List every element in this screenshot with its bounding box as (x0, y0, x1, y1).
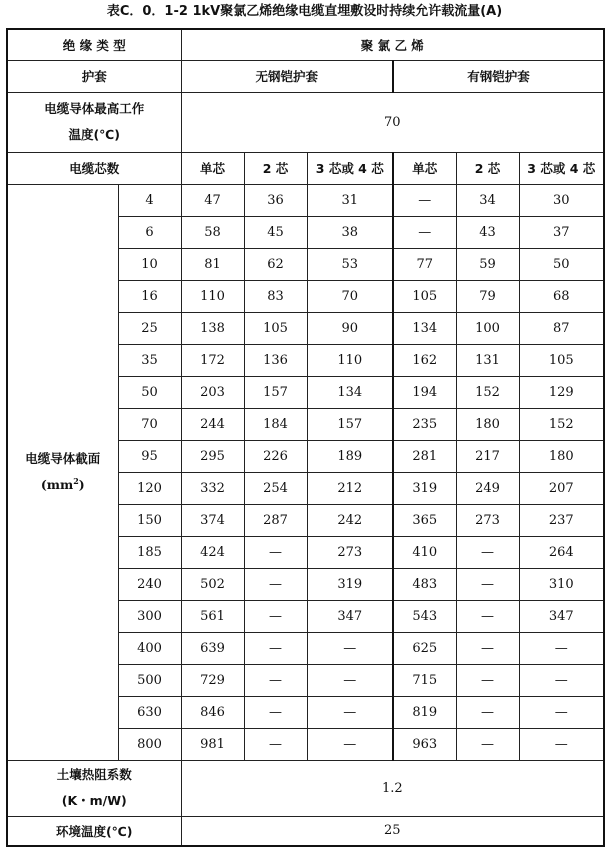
ampacity-cell: 180 (456, 408, 519, 440)
table-row (7, 184, 604, 216)
ampacity-cell: 502 (181, 568, 244, 600)
ampacity-cell: 226 (244, 440, 307, 472)
ampacity-cell: 172 (181, 344, 244, 376)
ampacity-cell: 30 (519, 184, 604, 216)
ampacity-cell: 424 (181, 536, 244, 568)
cross-section-size: 240 (118, 568, 181, 600)
ampacity-cell: — (244, 696, 307, 728)
ampacity-cell: — (456, 696, 519, 728)
ampacity-cell: 249 (456, 472, 519, 504)
ampacity-cell: — (456, 600, 519, 632)
ampacity-cell: 79 (456, 280, 519, 312)
ampacity-cell: 87 (519, 312, 604, 344)
cross-section-size: 6 (118, 216, 181, 248)
cross-section-size: 4 (118, 184, 181, 216)
cross-section-size: 16 (118, 280, 181, 312)
ampacity-cell: — (519, 664, 604, 696)
ampacity-cell: 77 (393, 248, 456, 280)
ampacity-cell: 59 (456, 248, 519, 280)
sheath-unarmored: 无钢铠护套 (181, 60, 393, 92)
ampacity-cell: 58 (181, 216, 244, 248)
ampacity-cell: 131 (456, 344, 519, 376)
cores-header: 3 芯或 4 芯 (519, 152, 604, 184)
ampacity-cell: 105 (519, 344, 604, 376)
unit-suffix: ) (78, 477, 85, 492)
ampacity-cell: 819 (393, 696, 456, 728)
ampacity-cell: 134 (307, 376, 393, 408)
ampacity-cell: 36 (244, 184, 307, 216)
ampacity-cell: 105 (244, 312, 307, 344)
cross-section-size: 120 (118, 472, 181, 504)
ampacity-cell: 319 (307, 568, 393, 600)
ampacity-cell: 47 (181, 184, 244, 216)
ampacity-cell: 90 (307, 312, 393, 344)
ampacity-cell: 70 (307, 280, 393, 312)
ampacity-cell: 194 (393, 376, 456, 408)
ampacity-cell: 981 (181, 728, 244, 760)
ampacity-cell: 264 (519, 536, 604, 568)
cores-header: 单芯 (393, 152, 456, 184)
ampacity-cell: — (456, 536, 519, 568)
max-temp-value: 70 (181, 92, 604, 152)
ampacity-cell: 138 (181, 312, 244, 344)
ampacity-table (6, 28, 605, 847)
ampacity-cell: 639 (181, 632, 244, 664)
ampacity-cell: 37 (519, 216, 604, 248)
ampacity-cell: 310 (519, 568, 604, 600)
max-temp-label-line1: 电缆导体最高工作 (44, 101, 145, 116)
ampacity-cell: — (244, 664, 307, 696)
ampacity-cell: 374 (181, 504, 244, 536)
ampacity-cell: — (307, 696, 393, 728)
ampacity-cell: 162 (393, 344, 456, 376)
ampacity-cell: 184 (244, 408, 307, 440)
ampacity-cell: — (456, 568, 519, 600)
ampacity-cell: 561 (181, 600, 244, 632)
cores-header: 3 芯或 4 芯 (307, 152, 393, 184)
cross-section-size: 25 (118, 312, 181, 344)
max-temp-label-line2: 温度(℃) (68, 127, 121, 142)
ampacity-cell: — (307, 728, 393, 760)
cross-section-label-line1: 电缆导体截面 (25, 451, 101, 466)
cross-section-size: 400 (118, 632, 181, 664)
ampacity-cell: 105 (393, 280, 456, 312)
cross-section-size: 50 (118, 376, 181, 408)
ampacity-cell: 100 (456, 312, 519, 344)
cross-section-size: 800 (118, 728, 181, 760)
ampacity-cell: — (244, 632, 307, 664)
ampacity-cell: 129 (519, 376, 604, 408)
ampacity-cell: 34 (456, 184, 519, 216)
ampacity-cell: 110 (307, 344, 393, 376)
cores-header: 2 芯 (456, 152, 519, 184)
sheath-row (7, 60, 604, 92)
cross-section-size: 10 (118, 248, 181, 280)
ampacity-cell: 319 (393, 472, 456, 504)
soil-resistivity-value: 1.2 (181, 760, 604, 816)
ampacity-cell: 715 (393, 664, 456, 696)
ampacity-cell: 68 (519, 280, 604, 312)
ampacity-cell: 287 (244, 504, 307, 536)
cross-section-size: 500 (118, 664, 181, 696)
unit-prefix: (mm (40, 477, 74, 492)
cross-section-size: 630 (118, 696, 181, 728)
ambient-temp-row (7, 816, 604, 846)
ampacity-cell: — (244, 536, 307, 568)
ampacity-cell: 31 (307, 184, 393, 216)
soil-resistivity-label-line1: 土壤热阻系数 (56, 767, 132, 782)
ampacity-cell: 729 (181, 664, 244, 696)
ampacity-cell: 207 (519, 472, 604, 504)
ampacity-cell: 295 (181, 440, 244, 472)
ampacity-cell: 254 (244, 472, 307, 504)
ampacity-cell: 134 (393, 312, 456, 344)
cores-row (7, 152, 604, 184)
cross-section-size: 300 (118, 600, 181, 632)
soil-resistivity-row (7, 760, 604, 816)
ampacity-cell: 110 (181, 280, 244, 312)
ampacity-cell: 410 (393, 536, 456, 568)
ampacity-cell: — (456, 632, 519, 664)
ampacity-cell: 136 (244, 344, 307, 376)
ampacity-cell: 543 (393, 600, 456, 632)
ampacity-cell: 180 (519, 440, 604, 472)
cross-section-size: 35 (118, 344, 181, 376)
ampacity-cell: — (244, 728, 307, 760)
cross-section-label (7, 184, 118, 760)
insulation-row (7, 29, 604, 60)
ampacity-cell: 53 (307, 248, 393, 280)
ampacity-cell: 242 (307, 504, 393, 536)
ampacity-cell: 83 (244, 280, 307, 312)
ampacity-cell: 43 (456, 216, 519, 248)
ampacity-cell: 625 (393, 632, 456, 664)
sheath-armored: 有钢铠护套 (393, 60, 604, 92)
sheath-label: 护套 (7, 60, 181, 92)
ampacity-cell: — (456, 664, 519, 696)
max-temp-label (7, 92, 181, 152)
ampacity-cell: 347 (519, 600, 604, 632)
ampacity-cell: 157 (307, 408, 393, 440)
ampacity-cell: 235 (393, 408, 456, 440)
ampacity-cell: — (244, 600, 307, 632)
soil-resistivity-label-line2: (K・m/W) (61, 793, 127, 808)
insulation-type-label: 绝 缘 类 型 (7, 29, 181, 60)
ampacity-cell: — (456, 728, 519, 760)
ampacity-cell: — (244, 568, 307, 600)
insulation-type-value: 聚 氯 乙 烯 (181, 29, 604, 60)
max-temp-row (7, 92, 604, 152)
ampacity-cell: 273 (307, 536, 393, 568)
ambient-temp-value: 25 (181, 816, 604, 846)
ampacity-cell: — (519, 696, 604, 728)
cross-section-size: 185 (118, 536, 181, 568)
ampacity-cell: — (393, 216, 456, 248)
cross-section-label-line2 (8, 472, 118, 498)
ampacity-cell: 81 (181, 248, 244, 280)
cores-header: 单芯 (181, 152, 244, 184)
cores-label: 电缆芯数 (7, 152, 181, 184)
ampacity-cell: 281 (393, 440, 456, 472)
cross-section-size: 95 (118, 440, 181, 472)
ampacity-cell: 963 (393, 728, 456, 760)
cross-section-size: 70 (118, 408, 181, 440)
ampacity-cell: 203 (181, 376, 244, 408)
ampacity-cell: 50 (519, 248, 604, 280)
soil-resistivity-label (7, 760, 181, 816)
ampacity-cell: 152 (456, 376, 519, 408)
ampacity-cell: 332 (181, 472, 244, 504)
ampacity-cell: — (307, 664, 393, 696)
ampacity-cell: 846 (181, 696, 244, 728)
ampacity-cell: 38 (307, 216, 393, 248)
unit-superscript: 2 (73, 475, 79, 486)
ambient-temp-label: 环境温度(℃) (7, 816, 181, 846)
ampacity-cell: — (519, 728, 604, 760)
ampacity-cell: 347 (307, 600, 393, 632)
ampacity-cell: 217 (456, 440, 519, 472)
ampacity-cell: — (519, 632, 604, 664)
ampacity-cell: — (393, 184, 456, 216)
cores-header: 2 芯 (244, 152, 307, 184)
ampacity-cell: 152 (519, 408, 604, 440)
table-title: 表C．0．1-2 1kV聚氯乙烯绝缘电缆直埋敷设时持续允许载流量(A) (106, 4, 503, 19)
ampacity-cell: 157 (244, 376, 307, 408)
ampacity-cell: 45 (244, 216, 307, 248)
ampacity-cell: — (307, 632, 393, 664)
ampacity-cell: 237 (519, 504, 604, 536)
ampacity-cell: 189 (307, 440, 393, 472)
ampacity-cell: 483 (393, 568, 456, 600)
ampacity-cell: 365 (393, 504, 456, 536)
ampacity-cell: 62 (244, 248, 307, 280)
ampacity-cell: 212 (307, 472, 393, 504)
cross-section-size: 150 (118, 504, 181, 536)
ampacity-cell: 244 (181, 408, 244, 440)
ampacity-cell: 273 (456, 504, 519, 536)
